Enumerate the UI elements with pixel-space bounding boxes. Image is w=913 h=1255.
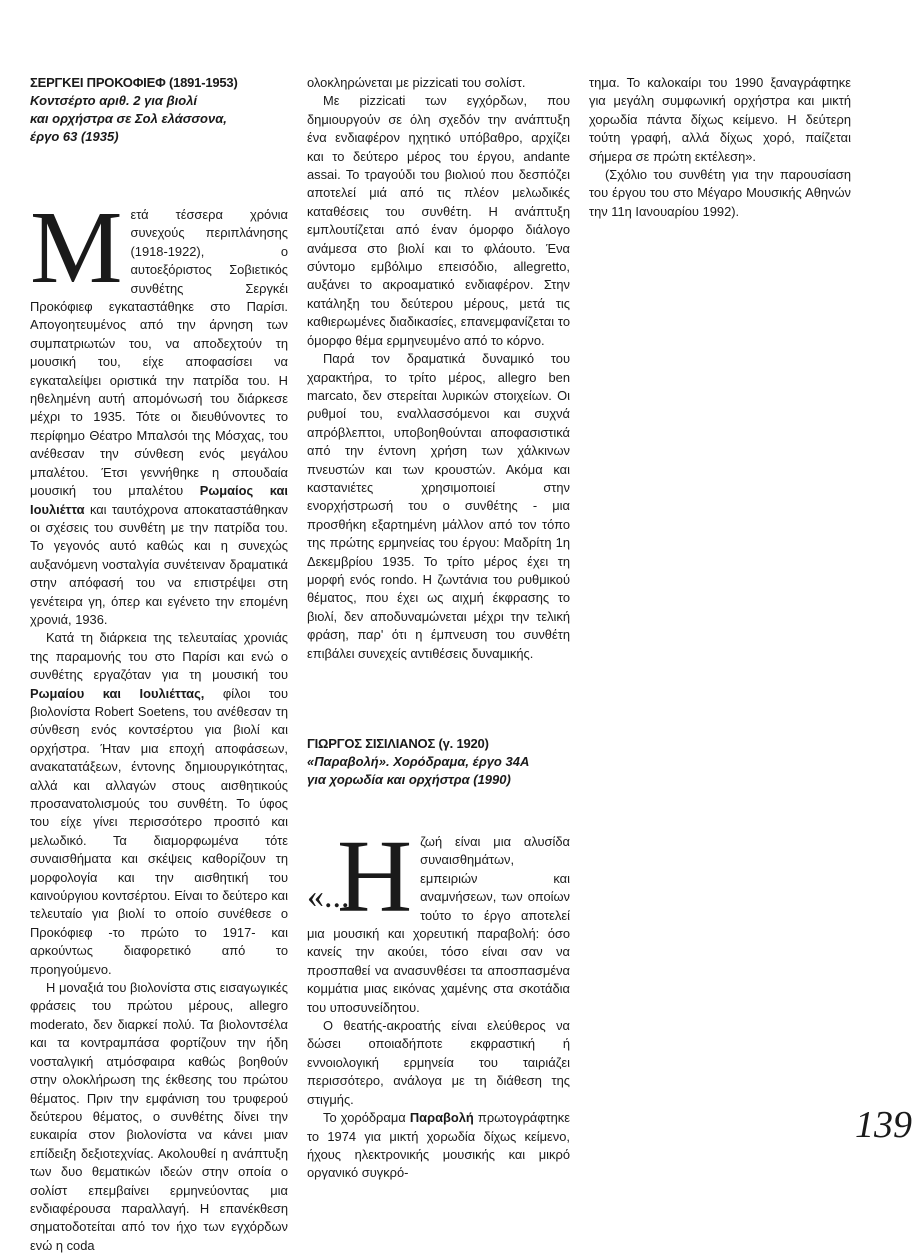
article1-paragraph-5: Με pizzicati των εγχόρδων, που δημιουργούν σε όλη σχεδόν την ανάπτυξη ένα ενδιαφέρον ηχητικό υπόβαθρο, αρχίζει και το δεύτερο μέρος του έργου, andante assai. Το τραγούδι του βιολιού που δεσπόζει αποτελεί μιά από τις πλέον μελωδικές καταθέσεις του συνθέτη. Η ανάπτυξη εμπλουτίζεται από έναν όμορφο διάλογο ανάμεσα στο βιολί και το φλάουτο. Ένα σύντομο εμβόλιμο επεισόδιο, allegretto, αυξάνει το ακροαματικό ενδιαφέρον. Στην κατάληξη του δεύτερου μέρους, μετά τις καθιερωμένες διαδικασίες, επανεμφανίζεται το όμορφο θέμα ερμηνευμένο από το κόρνο. xyxy=(307,93,570,348)
article1-paragraph-2 xyxy=(30,629,288,979)
article2-paragraph-4: τημα. Το καλοκαίρι του 1990 ξαναγράφτηκε για μεγάλη συμφωνική ορχήστρα και μικτή χορωδία πάντα δίχως κείμενο. Η δεύτερη τούτη γραφή, αλλά δίχως χορό, παίζεται σήμερα σε πρώτη εκτέλεση». xyxy=(589,75,851,164)
article1-p1-bold: Ρωμαίος και Ιουλιέττα xyxy=(30,483,288,517)
page-number: 139 xyxy=(855,1104,912,1146)
article2-paragraph-3 xyxy=(307,1109,570,1183)
article2-p3-bold: Παραβολή xyxy=(409,1110,474,1126)
article1-heading xyxy=(30,74,288,146)
article1-work-line-1: Κοντσέρτο αριθ. 2 για βιολί xyxy=(30,93,198,108)
article2-heading xyxy=(307,735,570,789)
article2-composer: ΓΙΩΡΓΟΣ ΣΙΣΙΛΙΑΝΟΣ (γ. 1920) xyxy=(307,736,489,751)
article1-p1-tail: και ταυτόχρονα αποκαταστάθηκαν οι σχέσεις του συνθέτη με την πατρίδα του. Το γεγονός αυτό καθώς και η συνεχώς αυξανόμενη νοσταλγία συνέτειναν δραματικά στην απόφασή του να επιστρέψει στη γενέτειρα γη, όπερ και εγένετο την επομένη χρονιά, 1936. xyxy=(30,501,288,627)
article1-p1-lead: ετά τέσσερα χρόνια συνεχούς περιπλάνησης (1918-1922), ο αυτοεξόριστος Σοβιετικός συνθέτης Σεργκέι Προκόφιεφ εγκαταστάθηκε στο Παρίσι. Απογοητευμένος από την άρνηση των συμπατριωτών του, να αποδεχτούν τη μουσική του, είχε αποφασίσει να εγκαταλείψει οριστικά την πατρίδα του. Η ηθελημένη αυτή απομόνωσή του διάρκεσε μέχρι το 1935. Τότε οι διευθύνοντες το περίφημο Θέατρο Μπαλσόι της Μόσχας, του ανέθεσαν την σύνθεση ενός μεγάλου μπαλέτου. Έτσι γεννήθηκε η σπουδαία μουσική του μπαλέτου xyxy=(30,207,288,499)
article1-dropcap: Μ xyxy=(30,190,123,305)
article2-p3-tail: πρωτογράφτηκε το 1974 για μικτή χορωδία δίχως κείμενο, ήχους ηλεκτρονικής μουσικής και μικρό οργανικό συγκρό- xyxy=(307,1110,570,1181)
article1-p2-tail: φίλοι του βιολονίστα Robert Soetens, του ανέθεσαν τη σύνθεση ενός κοντσέρτου για βιολί και ορχήστρα. Ήταν μια εποχή αποφάσεων, ανακατατάξεων, έντονης δημιουργικότητας, αλλά και αλλαγών στους αισθητικούς προσανατολισμούς του συνθέτη. Το ύφος του είχε γίνει περισσότερο προσιτό και μελωδικό. Τα διαμορφωμένα τότε συναισθήματα και σκέψεις καθορίζουν τη μορφολογία και την αισθητική του καινούργιου κοντσέρτου. Είναι το δεύτερο και τελευταίο για βιολί το οποίο συνέθεσε ο Προκόφιεφ -το πρώτο το 1917- και αρκούντως διαφορετικό από το προηγούμενο. xyxy=(30,685,288,977)
article2-paragraph-5: (Σχόλιο του συνθέτη για την παρουσίαση του έργου του στο Μέγαρο Μουσικής Αθηνών την 11η Ιανουαρίου 1992). xyxy=(589,167,851,219)
article2-p3-lead: Το χορόδραμα xyxy=(323,1110,410,1126)
article1-work-line-2: και ορχήστρα σε Σολ ελάσσονα, xyxy=(30,111,227,126)
column-3 xyxy=(589,74,851,221)
article1-paragraph-4: ολοκληρώνεται με pizzicati του σολίστ. xyxy=(307,75,526,90)
article1-body xyxy=(30,190,288,1255)
article1-paragraph-6: Παρά τον δραματικά δυναμικό του χαρακτήρα, το τρίτο μέρος, allegro ben marcato, δεν στερείται λυρικών στοιχείων. Οι ρυθμοί του, εναλλασσόμενοι και συχνά απρόβλεπτοι, υποβοηθούνται αποφασιστικά από την έντονη χρήση των χάλκινων πνευστών και των κρουστών. Ακόμα και καστανιέτες χρησιμοποιεί στην ενορχήστρωσή του ο συνθέτης - μια προσθήκη εξαρτημένη μάλλον από τον τόπο της πρώτης ερμηνείας του έργου: Μαδρίτη 1η Δεκεμβρίου 1935. Το τρίτο μέρος έχει τη μορφή ενός rondo. Η ζωντάνια του ρυθμικού θέματος, που έχει ως αιχμή έκφρασης το βιολί, δεν αποδυναμώνεται μέχρι την τελική φράση, παρ' ότι η έμπνευση του συνθέτη επιβάλει συνεχείς αντιθέσεις δυναμικής. xyxy=(307,351,570,661)
column-1 xyxy=(30,74,288,1255)
article1-p2-bold: Ρωμαίου και Ιουλιέττας, xyxy=(30,685,205,701)
article2-work-line-2: για χορωδία και ορχήστρα (1990) xyxy=(307,772,511,787)
article2-dropcap: Η xyxy=(337,819,413,934)
article1-work-line-3: έργο 63 (1935) xyxy=(30,129,119,144)
article1-composer: ΣΕΡΓΚΕΙ ΠΡΟΚΟΦΙΕΦ (1891-1953) xyxy=(30,75,238,90)
article1-paragraph-3: Η μοναξιά του βιολονίστα στις εισαγωγικές φράσεις του πρώτου μέρους, allegro moderato, δεν διαρκεί πολύ. Τα βιολοντσέλα και τα κοντραμπάσα φορτίζουν την ήδη νοσταλγική ατμόσφαιρα καθώς βοηθούν στην ολοκλήρωση της έκθεσης του πρώτου θέματος. Πριν την εμφάνιση του τρυφερού δεύτερου θέματος, ο συνθέτης δίνει την ευκαιρία στον βιολονίστα να κάνει μιαν επίδειξη δεξιοτεχνίας. Ακολουθεί η ανάπτυξη των δυο θεματικών ιδεών στην οποία ο σολίστ επεμβαίνει ερμηνεύοντας μια ενδιαφέρουσα παραλλαγή. Η επανέκθεση σηματοδοτείται από τον ήχο των εγχόρδων ενώ η coda xyxy=(30,980,288,1253)
article2-body xyxy=(307,819,570,1183)
article2-quote-marks: «... xyxy=(307,878,350,915)
article1-p2-lead: Κατά τη διάρκεια της τελευταίας χρονιάς της παραμονής του στο Παρίσι και ενώ ο συνθέτης εργαζόταν για τη μουσική του xyxy=(30,630,288,683)
article2-paragraph-2: Ο θεατής-ακροατής είναι ελεύθερος να δώσει οποιαδήποτε εκφραστική ή εννοιολογική ερμηνεία του ταιριάζει περισσότερο, ανάλογα με τη διάθεση της στιγμής. xyxy=(307,1018,570,1107)
column-2 xyxy=(307,74,570,1183)
article2-work-line-1: «Παραβολή». Χορόδραμα, έργο 34Α xyxy=(307,754,530,769)
article2-paragraph-1: ζωή είναι μια αλυσίδα συναισθημάτων, εμπειριών και αναμνήσεων, των οποίων τούτο το έργο αποτελεί μια μουσική και χορευτική παραβολή: όσο κανείς την ακούει, τόσο είναι σαν να προσπαθεί να ανασυνθέσει τα αποσπασμένα κομμάτια μιας εικόνας χαμένης στα σκοτάδια του υποσυνείδητου. xyxy=(307,834,570,1015)
